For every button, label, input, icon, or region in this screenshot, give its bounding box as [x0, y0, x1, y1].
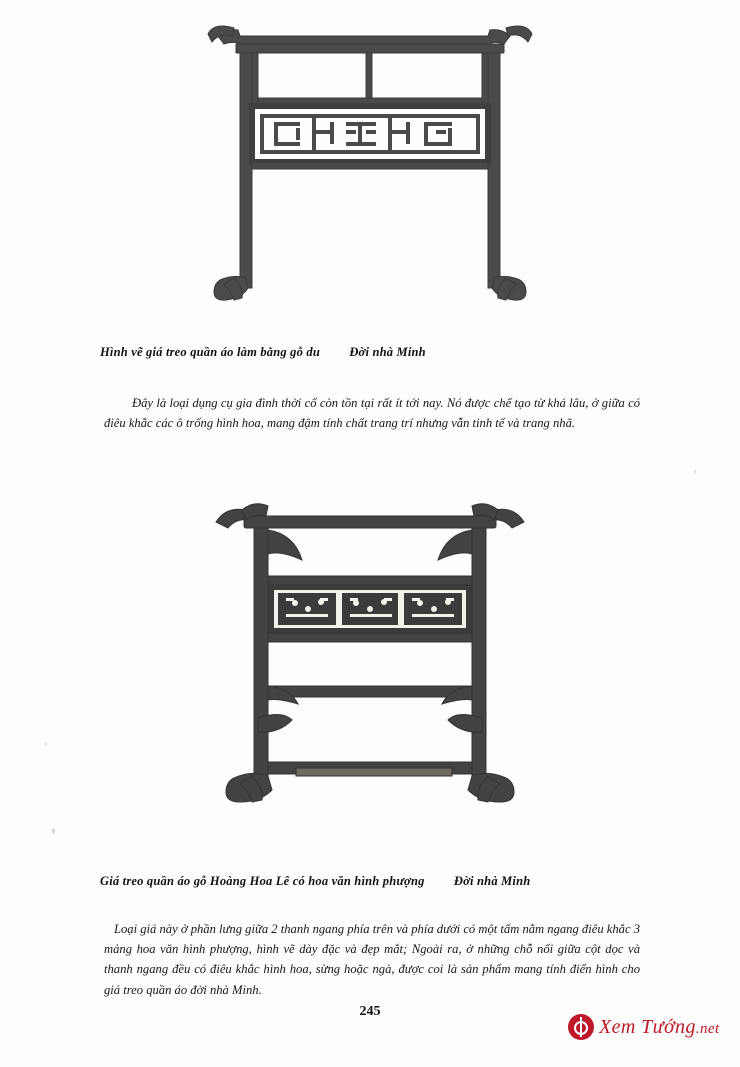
clothes-rack-elm-illustration: [200, 18, 540, 318]
page-number: 245: [359, 1004, 381, 1019]
figure-2-caption-era: Đời nhà Minh: [453, 874, 531, 888]
scan-speck: [694, 470, 696, 473]
watermark: [568, 1014, 720, 1040]
watermark-label: Xem Tướng: [599, 1015, 696, 1038]
scan-speck: [45, 742, 47, 746]
paragraph-first: Đây là loại dụng cụ gia đình thời cổ còn tồn tại rất ít tới nay. Nó được chế tạo từ khá lâu, ở giữa có điêu khắc các ô trống hình hoa, mang đậm tính chất trang trí nhưng vẫn tinh tế và trang nhã.: [104, 395, 640, 430]
clothes-rack-huanghuali-illustration: [200, 490, 540, 820]
figure-1-caption-main: Hình vẽ giá treo quần áo làm bằng gỗ du: [100, 345, 320, 359]
figure-2-caption-main: Giá treo quần áo gỗ Hoàng Hoa Lê có hoa văn hình phượng: [100, 874, 425, 888]
figure-1-caption-era: Đời nhà Minh: [349, 345, 426, 359]
watermark-text: [599, 1016, 720, 1039]
paragraph-second: Loại giá này ở phần lưng giữa 2 thanh ngang phía trên và phía dưới có một tấm nằm ngang điêu khắc 3 mảng hoa văn hình phượng, hình vẽ dày đặc và đẹp mắt; Ngoài ra, ở những chỗ nối giữa cột dọc và thanh ngang đều có điêu khắc hình hoa, sừng hoặc ngà, được coi là sản phẩm mang tính điển hình cho giá treo quần áo đời nhà Minh.: [104, 921, 640, 997]
scan-speck: [52, 828, 55, 834]
figure-2: [0, 490, 740, 820]
yin-yang-icon: [568, 1014, 594, 1040]
figure-2-caption: [100, 874, 640, 889]
figure-1: [0, 18, 740, 318]
watermark-suffix: .net: [695, 1020, 720, 1037]
figure-1-caption: [100, 345, 640, 360]
